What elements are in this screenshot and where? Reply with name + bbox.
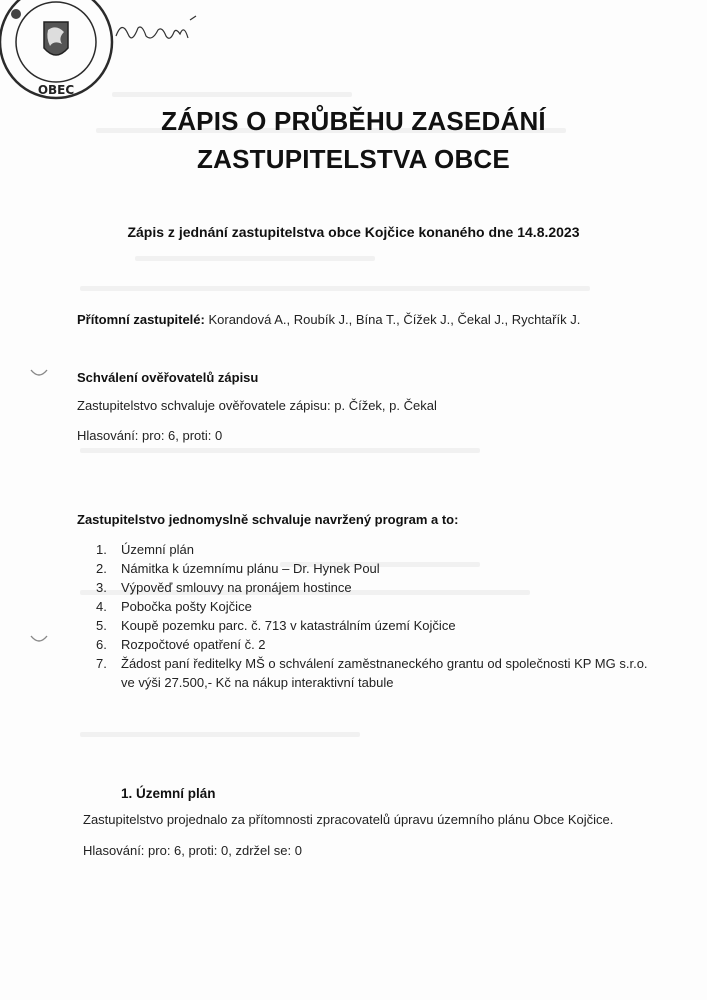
program-item-number: 3. xyxy=(96,580,107,595)
program-item-number: 6. xyxy=(96,637,107,652)
program-item-text: Žádost paní ředitelky MŠ o schválení zaměstnaneckého grantu od společnosti KP MG s.r.o. ve výši 27.500,- Kč na nákup interaktivní tabule xyxy=(121,656,648,690)
program-list xyxy=(96,540,656,692)
document-title-line-1: ZÁPIS O PRŮBĚHU ZASEDÁNÍ xyxy=(161,106,546,136)
punch-hole-mark xyxy=(30,368,48,378)
program-intro: Zastupitelstvo jednomyslně schvaluje navržený program a to: xyxy=(77,512,459,527)
verifiers-heading: Schválení ověřovatelů zápisu xyxy=(77,370,259,385)
program-item-text: Pobočka pošty Kojčice xyxy=(121,599,252,614)
punch-hole-mark xyxy=(30,634,48,644)
meeting-subtitle: Zápis z jednání zastupitelstva obce Kojčice konaného dne 14.8.2023 xyxy=(127,224,580,240)
program-item xyxy=(96,635,656,654)
svg-text:OBEC: OBEC xyxy=(37,83,75,97)
bleed-through-text xyxy=(135,256,375,261)
program-item xyxy=(96,597,656,616)
bleed-through-text xyxy=(80,732,360,737)
program-item-text: Územní plán xyxy=(121,542,194,557)
section-1-heading: 1. Územní plán xyxy=(121,786,216,801)
verifiers-vote: Hlasování: pro: 6, proti: 0 xyxy=(77,428,223,443)
program-item-text: Výpověď smlouvy na pronájem hostince xyxy=(121,580,352,595)
section-1-text: Zastupitelstvo projednalo za přítomnosti zpracovatelů úpravu územního plánu Obce Kojčice. xyxy=(83,812,614,827)
program-item xyxy=(96,559,656,578)
program-item xyxy=(96,578,656,597)
program-item xyxy=(96,540,656,559)
bleed-through-text xyxy=(80,286,590,291)
program-item-number: 5. xyxy=(96,618,107,633)
program-item xyxy=(96,654,656,692)
program-item-text: Rozpočtové opatření č. 2 xyxy=(121,637,266,652)
program-item-text: Námitka k územnímu plánu – Dr. Hynek Poul xyxy=(121,561,380,576)
handwritten-signature xyxy=(112,14,202,48)
program-item-number: 2. xyxy=(96,561,107,576)
section-1-vote: Hlasování: pro: 6, proti: 0, zdržel se: 0 xyxy=(83,843,302,858)
bleed-through-text xyxy=(112,92,352,97)
verifiers-text: Zastupitelstvo schvaluje ověřovatele zápisu: p. Čížek, p. Čekal xyxy=(77,398,437,413)
program-item-number: 7. xyxy=(96,656,107,671)
program-item-number: 4. xyxy=(96,599,107,614)
bleed-through-text xyxy=(80,448,480,453)
attendance-label: Přítomní zastupitelé: xyxy=(77,312,205,327)
program-item-number: 1. xyxy=(96,542,107,557)
program-item xyxy=(96,616,656,635)
attendance-names: Korandová A., Roubík J., Bína T., Čížek J., Čekal J., Rychtařík J. xyxy=(204,312,581,327)
program-item-text: Koupě pozemku parc. č. 713 v katastrálním území Kojčice xyxy=(121,618,456,633)
municipal-stamp-seal xyxy=(0,0,126,108)
attendance-line xyxy=(77,312,580,327)
document-title-line-2: ZASTUPITELSTVA OBCE xyxy=(197,144,510,174)
